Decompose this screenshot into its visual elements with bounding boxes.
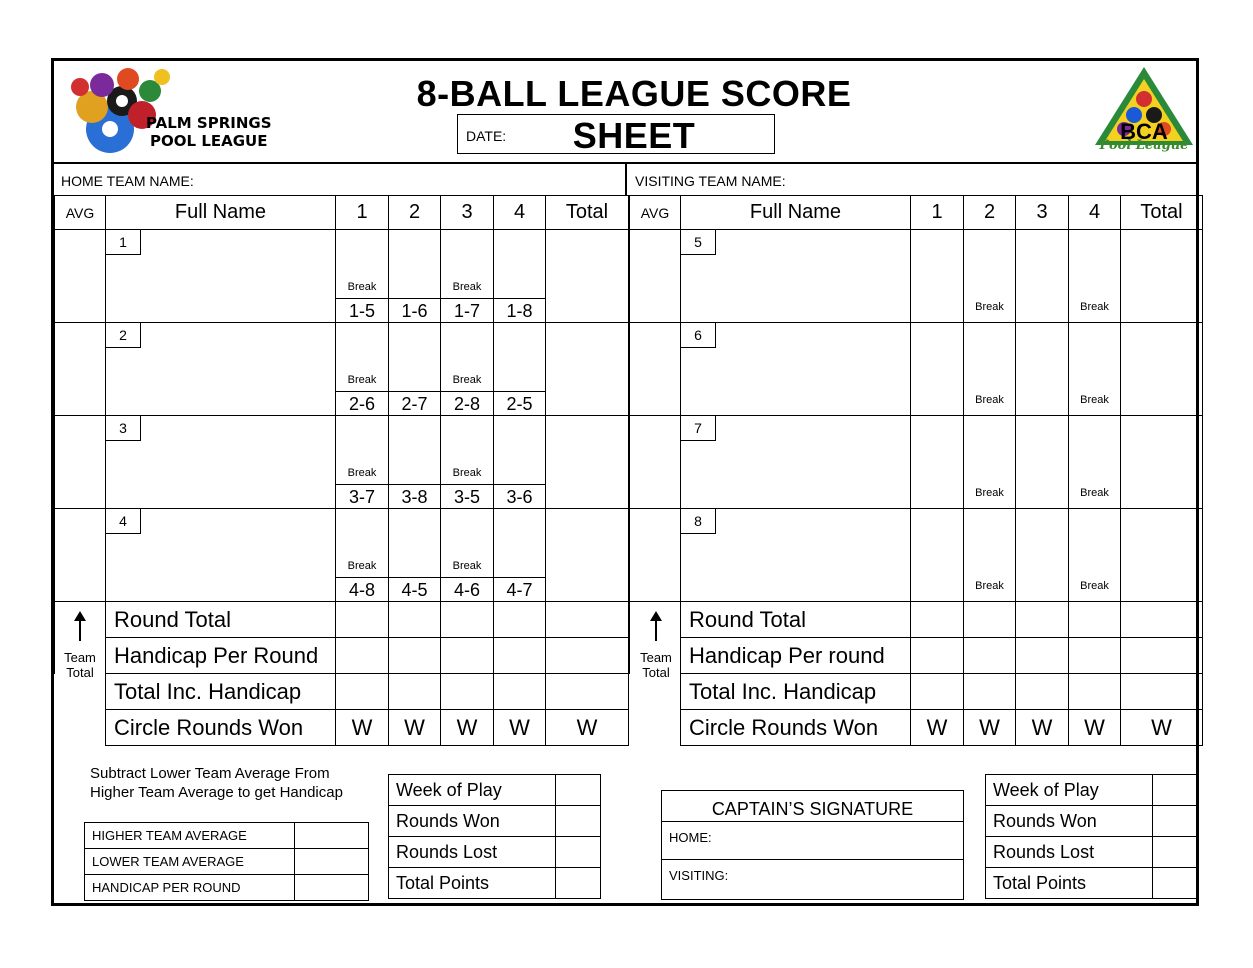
handicap-cell[interactable] bbox=[1069, 638, 1121, 674]
avg-cell[interactable] bbox=[630, 323, 681, 416]
round-total-cell[interactable] bbox=[1016, 602, 1069, 638]
lower-team-average-value[interactable] bbox=[295, 849, 369, 875]
avg-cell[interactable] bbox=[55, 323, 106, 416]
total-points-label: Total Points bbox=[389, 868, 556, 899]
round-total-cell[interactable] bbox=[1069, 602, 1121, 638]
total-inc-cell[interactable] bbox=[1069, 674, 1121, 710]
round-cell[interactable] bbox=[911, 509, 964, 602]
total-header: Total bbox=[1121, 196, 1203, 230]
round-cell[interactable] bbox=[441, 323, 494, 416]
round-cell[interactable] bbox=[336, 323, 389, 416]
handicap-label: Handicap Per Round bbox=[106, 638, 336, 674]
avg-cell[interactable] bbox=[55, 416, 106, 509]
avg-cell[interactable] bbox=[630, 509, 681, 602]
round-cell[interactable] bbox=[1016, 416, 1069, 509]
round-total-cell[interactable] bbox=[1121, 602, 1203, 638]
rounds-won-label: Rounds Won bbox=[389, 806, 556, 837]
handicap-cell[interactable] bbox=[911, 638, 964, 674]
round-cell[interactable] bbox=[441, 230, 494, 323]
matchup-label: 4-8 bbox=[335, 577, 389, 602]
visiting-player-row bbox=[630, 323, 1203, 416]
round-total-label: Round Total bbox=[106, 602, 336, 638]
round-cell[interactable] bbox=[964, 230, 1016, 323]
round-cell[interactable] bbox=[1016, 323, 1069, 416]
handicap-instructions: Subtract Lower Team Average From Higher Team Average to get Handicap bbox=[90, 765, 343, 801]
matchup-label: 1-8 bbox=[493, 298, 546, 323]
avg-cell[interactable] bbox=[55, 230, 106, 323]
visiting-score-table bbox=[629, 195, 1203, 746]
total-inc-cell[interactable] bbox=[336, 674, 389, 710]
round-cell[interactable] bbox=[911, 416, 964, 509]
matchup-label: 4-7 bbox=[493, 577, 546, 602]
handicap-cell[interactable] bbox=[546, 638, 629, 674]
round-cell[interactable] bbox=[1016, 509, 1069, 602]
home-handicap-row bbox=[55, 638, 629, 674]
player-name-cell[interactable] bbox=[681, 416, 911, 509]
home-team-name-label[interactable]: HOME TEAM NAME: bbox=[61, 173, 194, 189]
rounds-lost-label: Rounds Lost bbox=[986, 837, 1153, 868]
visiting-handicap-row bbox=[630, 638, 1203, 674]
rounds-won-label: Rounds Won bbox=[986, 806, 1153, 837]
rounds-lost-value[interactable] bbox=[556, 837, 601, 868]
matchup-label: 1-5 bbox=[335, 298, 389, 323]
round-total-cell[interactable] bbox=[546, 602, 629, 638]
round-cell[interactable] bbox=[389, 230, 441, 323]
up-arrow-shaft bbox=[655, 619, 657, 641]
matchup-label: 4-6 bbox=[440, 577, 494, 602]
player-number: 1 bbox=[105, 229, 141, 255]
total-inc-cell[interactable] bbox=[1121, 674, 1203, 710]
up-arrow-shaft bbox=[79, 619, 81, 641]
round-cell[interactable] bbox=[336, 416, 389, 509]
full-name-header: Full Name bbox=[681, 196, 911, 230]
matchup-label: 2-7 bbox=[388, 391, 441, 416]
round-total-cell[interactable] bbox=[911, 602, 964, 638]
round-cell[interactable] bbox=[964, 323, 1016, 416]
home-captain-signature[interactable] bbox=[662, 822, 963, 860]
player-name-cell[interactable] bbox=[681, 323, 911, 416]
home-player-row bbox=[55, 230, 629, 323]
round-cell[interactable] bbox=[336, 230, 389, 323]
matchup-label: 2-8 bbox=[440, 391, 494, 416]
score-sheet bbox=[51, 58, 1199, 906]
break-label: Break bbox=[975, 394, 1004, 406]
round-cell[interactable] bbox=[494, 230, 546, 323]
visiting-total-inc-row bbox=[630, 674, 1203, 710]
total-inc-cell[interactable] bbox=[964, 674, 1016, 710]
round-cell[interactable] bbox=[911, 230, 964, 323]
matchup-label: 3-5 bbox=[440, 484, 494, 509]
home-player-row bbox=[55, 416, 629, 509]
total-cell[interactable] bbox=[546, 416, 629, 509]
home-player-row bbox=[55, 509, 629, 602]
round-cell[interactable] bbox=[911, 323, 964, 416]
home-round-total-row bbox=[55, 602, 629, 638]
matchup-label: 4-5 bbox=[388, 577, 441, 602]
player-name-cell[interactable] bbox=[681, 509, 911, 602]
bca-logo-subtitle: Pool League bbox=[1099, 138, 1189, 153]
total-inc-cell[interactable] bbox=[494, 674, 546, 710]
captain-signature-title: CAPTAIN’S SIGNATURE bbox=[662, 791, 963, 822]
matchup-label: 1-7 bbox=[440, 298, 494, 323]
rounds-lost-label: Rounds Lost bbox=[389, 837, 556, 868]
break-label: Break bbox=[1080, 487, 1109, 499]
handicap-cell[interactable] bbox=[389, 638, 441, 674]
rounds-won-value[interactable] bbox=[1153, 806, 1198, 837]
visiting-circle-row bbox=[630, 710, 1203, 746]
avg-header: AVG bbox=[630, 196, 681, 230]
player-name-cell[interactable] bbox=[681, 230, 911, 323]
round-won-w[interactable]: W bbox=[964, 710, 1016, 746]
round-cell[interactable] bbox=[1069, 323, 1121, 416]
break-label: Break bbox=[452, 560, 482, 572]
team-name-divider bbox=[625, 162, 627, 196]
round-total-cell[interactable] bbox=[336, 602, 389, 638]
break-label: Break bbox=[347, 281, 377, 293]
circle-rounds-won-label: Circle Rounds Won bbox=[681, 710, 911, 746]
round-cell[interactable] bbox=[964, 416, 1016, 509]
round-won-w[interactable]: W bbox=[1069, 710, 1121, 746]
total-inc-handicap-label: Total Inc. Handicap bbox=[681, 674, 911, 710]
break-label: Break bbox=[452, 467, 482, 479]
handicap-cell[interactable] bbox=[494, 638, 546, 674]
round-4-header: 4 bbox=[494, 196, 546, 230]
round-cell[interactable] bbox=[494, 509, 546, 602]
matchup-label: 2-6 bbox=[335, 391, 389, 416]
avg-cell[interactable] bbox=[630, 230, 681, 323]
total-inc-cell[interactable] bbox=[546, 674, 629, 710]
break-label: Break bbox=[347, 467, 377, 479]
player-name-cell[interactable] bbox=[106, 323, 336, 416]
home-header-row bbox=[55, 196, 629, 230]
total-cell[interactable] bbox=[1121, 323, 1203, 416]
round-cell[interactable] bbox=[494, 416, 546, 509]
home-captain-label: HOME: bbox=[669, 830, 712, 845]
visiting-player-row bbox=[630, 230, 1203, 323]
round-cell[interactable] bbox=[1069, 416, 1121, 509]
break-label: Break bbox=[347, 374, 377, 386]
player-number: 8 bbox=[680, 508, 716, 534]
player-name-cell[interactable] bbox=[106, 509, 336, 602]
matchup-label: 2-5 bbox=[493, 391, 546, 416]
bca-logo-text: BCA bbox=[1120, 119, 1168, 144]
total-points-label: Total Points bbox=[986, 868, 1153, 899]
round-total-label: Round Total bbox=[681, 602, 911, 638]
round-cell[interactable] bbox=[1069, 230, 1121, 323]
round-3-header: 3 bbox=[1016, 196, 1069, 230]
handicap-cell[interactable] bbox=[336, 638, 389, 674]
break-label: Break bbox=[1080, 580, 1109, 592]
date-field[interactable] bbox=[457, 114, 775, 154]
week-of-play-value[interactable] bbox=[1153, 775, 1198, 806]
home-player-row bbox=[55, 323, 629, 416]
blank-cell bbox=[55, 710, 106, 746]
player-number: 4 bbox=[105, 508, 141, 534]
total-inc-cell[interactable] bbox=[389, 674, 441, 710]
round-cell[interactable] bbox=[1016, 230, 1069, 323]
break-label: Break bbox=[1080, 394, 1109, 406]
round-cell[interactable] bbox=[336, 509, 389, 602]
round-won-w[interactable]: W bbox=[1016, 710, 1069, 746]
page-title: 8-BALL LEAGUE SCORE SHEET bbox=[416, 73, 852, 156]
visiting-stats-table bbox=[985, 774, 1198, 899]
round-4-header: 4 bbox=[1069, 196, 1121, 230]
date-label: DATE: bbox=[466, 128, 507, 144]
round-1-header: 1 bbox=[911, 196, 964, 230]
handicap-per-round-label: HANDICAP PER ROUND bbox=[85, 875, 295, 901]
lower-team-average-label: LOWER TEAM AVERAGE bbox=[85, 849, 295, 875]
higher-team-average-value[interactable] bbox=[295, 823, 369, 849]
visiting-team-total-label: Team Total bbox=[640, 650, 672, 680]
week-of-play-label: Week of Play bbox=[389, 775, 556, 806]
handicap-label: Handicap Per round bbox=[681, 638, 911, 674]
break-label: Break bbox=[452, 374, 482, 386]
player-name-cell[interactable] bbox=[106, 416, 336, 509]
handicap-cell[interactable] bbox=[1016, 638, 1069, 674]
round-cell[interactable] bbox=[964, 509, 1016, 602]
rounds-lost-value[interactable] bbox=[1153, 837, 1198, 868]
player-name-cell[interactable] bbox=[106, 230, 336, 323]
player-number: 3 bbox=[105, 415, 141, 441]
visiting-player-row bbox=[630, 416, 1203, 509]
week-of-play-label: Week of Play bbox=[986, 775, 1153, 806]
round-1-header: 1 bbox=[336, 196, 389, 230]
round-won-w[interactable]: W bbox=[494, 710, 546, 746]
round-cell[interactable] bbox=[441, 416, 494, 509]
total-cell[interactable] bbox=[546, 509, 629, 602]
full-name-header: Full Name bbox=[106, 196, 336, 230]
break-label: Break bbox=[975, 301, 1004, 313]
break-label: Break bbox=[975, 487, 1004, 499]
matchup-label: 3-8 bbox=[388, 484, 441, 509]
round-cell[interactable] bbox=[441, 509, 494, 602]
total-inc-handicap-label: Total Inc. Handicap bbox=[106, 674, 336, 710]
round-won-w[interactable]: W bbox=[389, 710, 441, 746]
round-total-cell[interactable] bbox=[494, 602, 546, 638]
round-2-header: 2 bbox=[964, 196, 1016, 230]
matchup-label: 3-6 bbox=[493, 484, 546, 509]
avg-cell[interactable] bbox=[55, 509, 106, 602]
week-of-play-value[interactable] bbox=[556, 775, 601, 806]
total-inc-cell[interactable] bbox=[441, 674, 494, 710]
circle-rounds-won-label: Circle Rounds Won bbox=[106, 710, 336, 746]
player-number: 5 bbox=[680, 229, 716, 255]
round-cell[interactable] bbox=[1069, 509, 1121, 602]
avg-header: AVG bbox=[55, 196, 106, 230]
round-won-w[interactable]: W bbox=[546, 710, 629, 746]
home-score-table bbox=[54, 195, 629, 746]
round-cell[interactable] bbox=[389, 509, 441, 602]
round-total-cell[interactable] bbox=[441, 602, 494, 638]
visiting-header-row bbox=[630, 196, 1203, 230]
league-name: PALM SPRINGS POOL LEAGUE bbox=[146, 114, 272, 150]
visiting-captain-signature[interactable] bbox=[662, 860, 963, 898]
rounds-won-value[interactable] bbox=[556, 806, 601, 837]
total-cell[interactable] bbox=[546, 323, 629, 416]
blank-cell bbox=[630, 710, 681, 746]
visiting-captain-label: VISITING: bbox=[669, 868, 729, 883]
home-stats-table bbox=[388, 774, 601, 899]
matchup-label: 3-7 bbox=[335, 484, 389, 509]
captain-signature-box bbox=[661, 790, 964, 900]
round-total-cell[interactable] bbox=[964, 602, 1016, 638]
total-cell[interactable] bbox=[1121, 509, 1203, 602]
total-cell[interactable] bbox=[546, 230, 629, 323]
total-cell[interactable] bbox=[1121, 416, 1203, 509]
round-2-header: 2 bbox=[389, 196, 441, 230]
break-label: Break bbox=[452, 281, 482, 293]
break-label: Break bbox=[1080, 301, 1109, 313]
round-3-header: 3 bbox=[441, 196, 494, 230]
round-cell[interactable] bbox=[494, 323, 546, 416]
handicap-cell[interactable] bbox=[441, 638, 494, 674]
total-cell[interactable] bbox=[1121, 230, 1203, 323]
total-points-value[interactable] bbox=[1153, 868, 1198, 899]
total-inc-cell[interactable] bbox=[1016, 674, 1069, 710]
matchup-label: 1-6 bbox=[388, 298, 441, 323]
home-total-inc-row bbox=[55, 674, 629, 710]
higher-team-average-label: HIGHER TEAM AVERAGE bbox=[85, 823, 295, 849]
total-points-value[interactable] bbox=[556, 868, 601, 899]
team-average-table bbox=[84, 822, 369, 901]
player-number: 6 bbox=[680, 322, 716, 348]
player-number: 2 bbox=[105, 322, 141, 348]
visiting-team-name-label[interactable]: VISITING TEAM NAME: bbox=[635, 173, 786, 189]
avg-cell[interactable] bbox=[630, 416, 681, 509]
total-inc-cell[interactable] bbox=[911, 674, 964, 710]
handicap-cell[interactable] bbox=[964, 638, 1016, 674]
player-number: 7 bbox=[680, 415, 716, 441]
break-label: Break bbox=[347, 560, 377, 572]
handicap-cell[interactable] bbox=[1121, 638, 1203, 674]
home-team-total-label: Team Total bbox=[64, 650, 96, 680]
round-won-w[interactable]: W bbox=[441, 710, 494, 746]
visiting-player-row bbox=[630, 509, 1203, 602]
round-won-w[interactable]: W bbox=[911, 710, 964, 746]
round-won-w[interactable]: W bbox=[1121, 710, 1203, 746]
round-cell[interactable] bbox=[389, 323, 441, 416]
round-cell[interactable] bbox=[389, 416, 441, 509]
round-total-cell[interactable] bbox=[389, 602, 441, 638]
round-won-w[interactable]: W bbox=[336, 710, 389, 746]
handicap-per-round-value[interactable] bbox=[295, 875, 369, 901]
visiting-round-total-row bbox=[630, 602, 1203, 638]
home-circle-row bbox=[55, 710, 629, 746]
total-header: Total bbox=[546, 196, 629, 230]
break-label: Break bbox=[975, 580, 1004, 592]
